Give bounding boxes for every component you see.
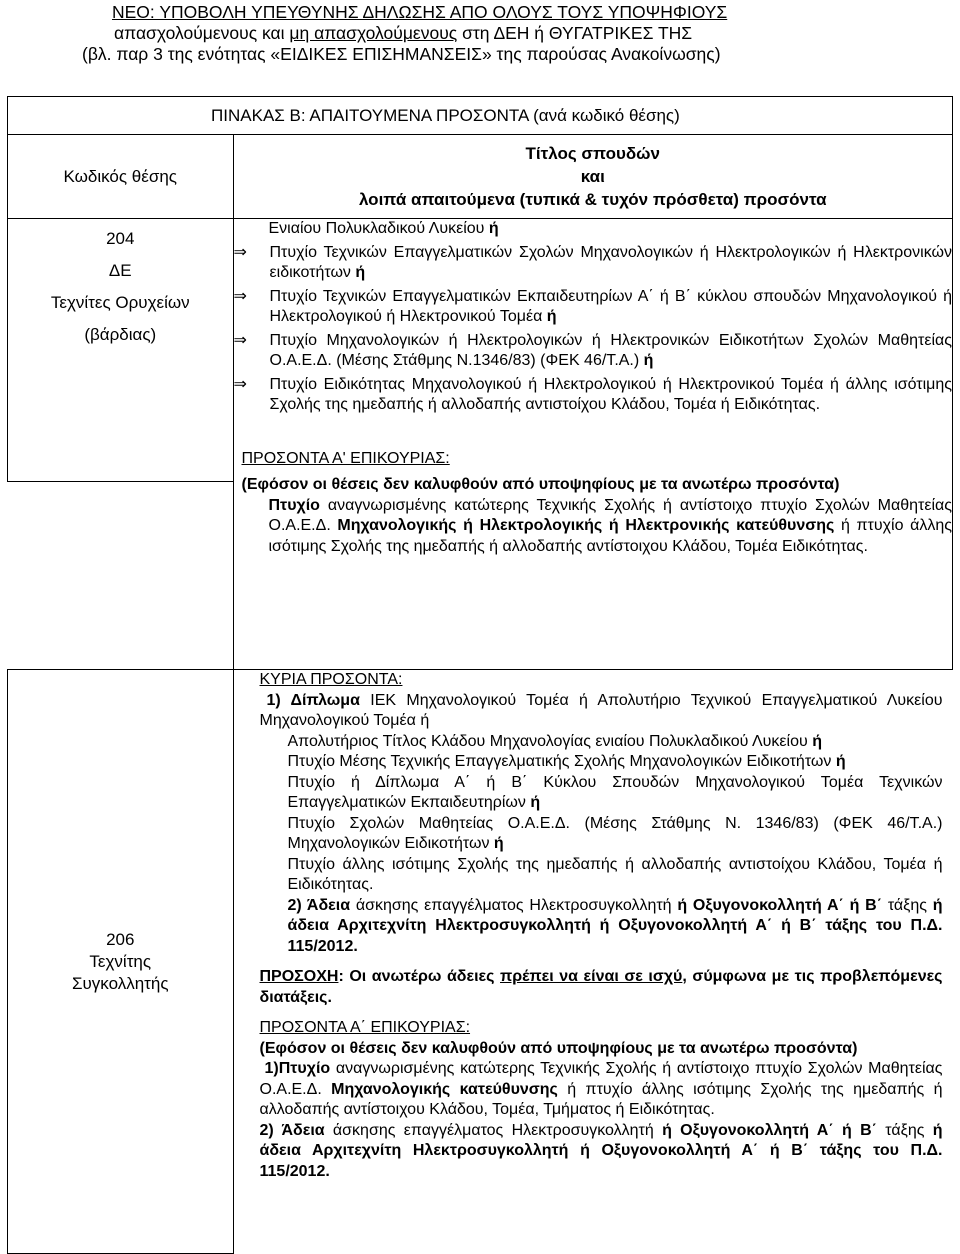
- aux-item-2: 2) Άδεια άσκησης επαγγέλματος Ηλεκτροσυγκολλητή ή Οξυγονοκολλητή Α΄ ή Β΄ τάξης ή άδεια Αρχιτεχνίτη Ηλεκτροσυγκολλητή ή Οξυγονοκολλητή Α΄ ή Β΄ τάξης του Π.Δ. 115/2012.: [259, 1121, 943, 1180]
- aux-item-1: 1)Πτυχίο αναγνωρισμένης κατώτερης Τεχνικής Σχολής ή αντίστοιχο πτυχίο Σχολών Μαθητείας Ο.Α.Ε.Δ. Μηχανολογικής κατεύθυνσης ή πτυχίο άλλης ισότιμης Σχολής της ημεδαπής ή αλλοδαπής αντίστοιχου Κλάδου, Τομέα, Τμήματος ή Ειδικότητας.: [259, 1060, 943, 1118]
- arrow-icon: ⇒: [233, 331, 247, 349]
- requirements-table: [7, 96, 953, 1254]
- col-header-code: Κωδικός θέσης: [8, 135, 234, 219]
- table-title: ΠΙΝΑΚΑΣ Β: ΑΠΑΙΤΟΥΜΕΝΑ ΠΡΟΣΟΝΤΑ (ανά κωδικό θέσης): [233, 97, 953, 135]
- list-item: ⇒ Πτυχίο Τεχνικών Επαγγελματικών Εκπαιδευτηρίων Α΄ ή Β΄ κύκλου σπουδών Μηχανολογικού ή Ηλεκτρολογικού ή Ηλεκτρονικού Τομέα ή: [234, 287, 953, 328]
- header-line-2: απασχολούμενους και μη απασχολούμενους στη ΔΕΗ ή ΘΥΓΑΤΡΙΚΕΣ ΤΗΣ: [114, 23, 693, 43]
- list-item: ⇒ Πτυχίο Ειδικότητας Μηχανολογικού ή Ηλεκτρολογικού ή Ηλεκτρονικού Τομέα ή άλλης ισότιμης Σχολής της ημεδαπής ή αλλοδαπής αντιστοίχου Κλάδου, Τομέα ή Ειδικότητας.: [234, 375, 953, 416]
- warning-note: ΠΡΟΣΟΧΗ: Οι ανωτέρω άδειες πρέπει να είναι σε ισχύ, σύμφωνα με τις προβλεπόμενες διατάξεις.: [259, 968, 943, 1006]
- arrow-icon: ⇒: [233, 243, 247, 261]
- main-item-2: 2) Άδεια άσκησης επαγγέλματος Ηλεκτροσυγκολλητή ή Οξυγονοκολλητή Α΄ ή Β΄ τάξης ή άδεια Αρχιτεχνίτη Ηλεκτροσυγκολλητή ή Οξυγονοκολλητή Α΄ ή Β΄ τάξης του Π.Δ. 115/2012.: [287, 896, 943, 955]
- col-header-qualifications: Τίτλος σπουδών και λοιπά απαιτούμενα (τυπικά & τυχόν πρόσθετα) προσόντα: [233, 135, 953, 219]
- arrow-icon: ⇒: [233, 375, 247, 393]
- main-item-1: 1) Δίπλωμα ΙΕΚ Μηχανολογικού Τομέα ή Απολυτήριο Τεχνικού Επαγγελματικού Λυκείου Μηχανολογικού Τομέα ή: [259, 691, 943, 729]
- list-item: ⇒ Πτυχίο Τεχνικών Επαγγελματικών Σχολών Μηχανολογικών ή Ηλεκτρολογικών ή Ηλεκτρονικών ειδικοτήτων ή: [234, 243, 953, 284]
- position-204: 204 ΔΕ Τεχνίτες Ορυχείων (βάρδιας): [8, 219, 234, 482]
- qualifications-206: ΚΥΡΙΑ ΠΡΟΣΟΝΤΑ: 1) Δίπλωμα ΙΕΚ Μηχανολογικού Τομέα ή Απολυτήριο Τεχνικού Επαγγελματικού Λυκείου Μηχανολογικού Τομέα ή Απολυτήριος Τίτλος Κλάδου Μηχανολογίας ενιαίου Πολυκλαδικού Λυκείου ή Πτυχίο Μέσης Τεχνικής Επαγγελματικής Σχολής Μηχανολογικών Ειδικοτήτων ή Πτυχίο ή Δίπλωμα Α΄ ή Β΄ Κύκλου Σπουδών Μηχανολογικού Τομέα Τεχνικών Επαγγελματικών Εκπαιδευτηρίων ή Πτυχίο Σχολών Μαθητείας Ο.Α.Ε.Δ. (Μέσης Στάθμης Ν. 1346/83) (ΦΕΚ 46/Τ.Α.) Μηχανολογικών Ειδικοτήτων ή Πτυχίο άλλης ισότιμης Σχολής της ημεδαπής ή αλλοδαπής αντιστοίχου Κλάδου, Τομέα ή Ειδικότητας. 2) Άδεια άσκησης επαγγέλματος Ηλεκτροσυγκολλητή ή Οξυγονοκολλητή Α΄ ή Β΄ τάξης ή άδεια Αρχιτεχνίτη Ηλεκτροσυγκολλητή ή Οξυγονοκολλητή Α΄ ή Β΄ τάξης του Π.Δ. 115/2012. ΠΡΟΣΟΧΗ: Οι ανωτέρω άδειες πρέπει να είναι σε ισχύ, σύμφωνα με τις προβλεπόμενες διατάξεις. ΠΡΟΣΟΝΤΑ Α΄ ΕΠΙΚΟΥΡΙΑΣ: (Εφόσον οι θέσεις δεν καλυφθούν από υποψηφίους με τα ανωτέρω προσόντα) 1)Πτυχίο αναγνωρισμένης κατώτερης Τεχνικής Σχολής ή αντίστοιχο πτυχίο Σχολών Μαθητείας Ο.Α.Ε.Δ. Μηχανολογικής κατεύθυνσης ή πτυχίο άλλης ισότιμης Σχολής της ημεδαπής ή αλλοδαπής αντίστοιχου Κλάδου, Τομέα, Τμήματος ή Ειδικότητας. 2) Άδεια άσκησης επαγγέλματος Ηλεκτροσυγκολλητή ή Οξυγονοκολλητή Α΄ ή Β΄ τάξης ή άδεια Αρχιτεχνίτη Ηλεκτροσυγκολλητή ή Οξυγονοκολλητή Α΄ ή Β΄ τάξης του Π.Δ. 115/2012.: [233, 670, 953, 1254]
- header-line-1: ΝΕΟ: ΥΠΟΒΟΛΗ ΥΠΕΥΘΥΝΗΣ ΔΗΛΩΣΗΣ ΑΠΟ ΟΛΟΥΣ ΤΟΥΣ ΥΠΟΨΗΦΙΟΥΣ: [112, 2, 728, 22]
- arrow-icon: ⇒: [233, 287, 247, 305]
- qualifications-204: [233, 219, 953, 670]
- list-item: ⇒ Πτυχίο Μηχανολογικών ή Ηλεκτρολογικών ή Ηλεκτρονικών Ειδικοτήτων Σχολών Μαθητείας Ο.Α.Ε.Δ. (Μέσης Στάθμης Ν.1346/83) (ΦΕΚ 46/Τ.Α.) ή: [234, 331, 953, 372]
- document-header: [82, 2, 952, 65]
- position-206: 206 Τεχνίτης Συγκολλητής: [8, 670, 234, 1254]
- header-line-3: (βλ. παρ 3 της ενότητας «ΕΙΔΙΚΕΣ ΕΠΙΣΗΜΑΝΣΕΙΣ» της παρούσας Ανακοίνωσης): [82, 44, 721, 64]
- aux-qualifications-204: ΠΡΟΣΟΝΤΑ Α' ΕΠΙΚΟΥΡΙΑΣ: (Εφόσον οι θέσεις δεν καλυφθούν από υποψηφίους με τα ανωτέρω προσόντα) Πτυχίο αναγνωρισμένης κατώτερης Τεχνικής Σχολής ή αντίστοιχο πτυχίο Σχολών Μαθητείας Ο.Α.Ε.Δ. Μηχανολογικής ή Ηλεκτρολογικής ή Ηλεκτρονικής κατεύθυνσης ή πτυχίο άλλης ισότιμης Σχολής της ημεδαπής ή αλλοδαπής αντίστοιχου Κλάδου, Τομέα Ειδικότητας.: [241, 449, 953, 555]
- intro-line: Ενιαίου Πολυκλαδικού Λυκείου ή: [268, 220, 499, 237]
